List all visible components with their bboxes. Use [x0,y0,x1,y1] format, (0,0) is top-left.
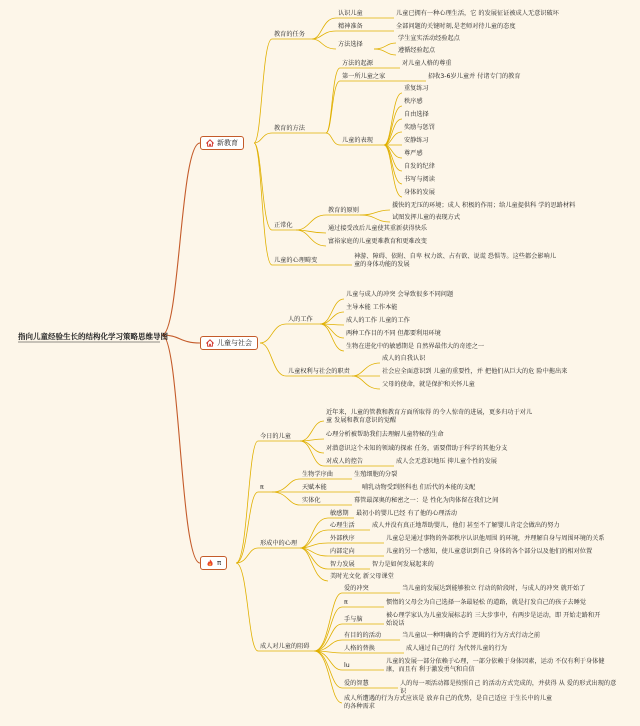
home-icon [206,139,214,147]
branch-label: π [217,559,222,567]
node: 儿童的发展一部分依赖于心理，一部分依赖于身体因素，运动 不仅有利于身体健康，而且有 利于激发勇气和自信 [386,658,605,673]
node: 父母的使命，就是保护和关怀儿童 [382,381,475,388]
node: 安静练习 [404,137,429,144]
node: 身体的发展 [404,189,435,196]
node: 人的每一项活动都是按照自己 的活动方式完成的，并获得 从 爱的形式出现的意识 [400,680,617,695]
node: 儿童的另一个感知，使儿童意识到自己 身体的各个部分以及他们的相对位置 [386,548,593,555]
node: 爱的智慧 [344,680,369,687]
node: 外部秩序 [330,535,355,542]
node: 天赋本能 [302,484,327,491]
node: 富裕家庭的儿童更难教育和更难改变 [328,238,427,245]
node: 美时光文化 新父母课堂 [330,573,394,580]
node: 第一所儿童之家 [342,73,386,80]
node: 学生宣实活动经验起点 [398,35,460,42]
node: 成人对儿童的阻碍 [260,643,310,650]
node: 成人通过自己的行 为代替儿童的行为 [406,645,507,652]
node: 教育的方法 [274,125,305,132]
branch-label: 新教育 [217,139,238,147]
node: 自由选择 [404,111,429,118]
node: 儿童已拥有一种心理生活，它 的发展征证被成人无意识破坏 [396,10,559,17]
node: 书写与阅读 [404,176,435,183]
node: 最初小的婴儿已经 有了他的心理活动 [356,510,457,517]
node: 敏感期 [330,510,349,517]
node: 儿童权利与社会的职责 [288,368,350,375]
node: 内部定向 [330,548,355,555]
flame-icon [206,559,214,567]
node: 哺乳动物受到胚科也 们后代的本能的支配 [362,484,476,491]
node: 生物学序曲 [302,471,333,478]
node: 正常化 [274,222,293,229]
node: 通过接受改后儿童使其重新获得快乐 [328,225,427,232]
node: 神游、障碍、依附、自卑 权力欲、占有欲、说谎 恐惧等。这些都会影响儿 童的身体功能的发展 [354,253,556,268]
node: 近年来，儿童的管教和教育方面所取得 的令人惊奇的进展，更多归功于对儿童 发展和教育意识的觉醒 [326,409,533,424]
node: 遵循经验起点 [398,47,436,54]
node: 全部问题的关键时刻,是老师对待儿童的态度 [396,23,516,30]
node: 心理生活 [330,522,355,529]
node: 认识儿童 [338,10,363,17]
node: 对成人的控告 [326,458,364,465]
branch-new-education[interactable] [200,136,244,150]
node: 社会应全面意识到 儿童的重要性，并 把他们从巨大的危 险中拖出来 [382,368,568,375]
node: 成人并没有真正地帮助婴儿，他们 甚至不了解婴儿肯定会做出的努力 [372,522,560,529]
node: 试图发挥儿童的表现方式 [392,214,461,221]
node: 成人的工作 儿童的工作 [346,317,410,324]
node: 形成中的心理 [260,540,298,547]
node: 人格的替换 [344,645,375,652]
node: 教育的原则 [328,207,359,214]
branch-child-society[interactable] [200,336,258,350]
node: 儿童的表现 [342,137,373,144]
node: 智力是如何发展起来的 [372,561,434,568]
node: 对儿童人格的尊重 [402,60,452,67]
node: 方法的起源 [342,60,373,67]
node: 当儿童的发展达到能够独立 行动的阶段时，与成人的冲突 就开始了 [402,585,586,592]
node: 心理分析被帮助我们去理解儿童特秘的生命 [326,431,444,438]
node: 奖励与惩罚 [404,124,435,131]
node: 成人所遭遇的行为方式应该是 放弃自己的优势，是自己适应 于生长中的儿童的各种需求 [344,695,553,710]
node: 爱的冲突 [344,585,369,592]
node: 自发的纪律 [404,163,435,170]
node: 智力发展 [330,561,355,568]
node: 幕管最深奥的秘密之一：是 性化为肉体留在我们之间 [354,497,499,504]
node: 成人的自我认识 [382,355,426,362]
node: 惯惰的父母会为自己选择一条最轻松 的道路，就是打发自己的孩子去睡觉 [386,599,586,606]
node: 成人会无意识地压 抑儿童个性的发展 [396,458,497,465]
node: 秩序感 [404,98,423,105]
node: 主导本能 工作本能 [346,304,398,311]
branch-label: 儿童与社会 [217,339,252,347]
node: lu [344,662,350,669]
node: 生殖细胞的分裂 [354,471,398,478]
node: 方法选择 [338,41,363,48]
node: 儿童与成人的冲突 会导致很多不同问题 [346,291,454,298]
node: 招收3-6岁儿童并 付诸专门的教育 [428,73,521,80]
node: 儿童总是通过事物的外部秩序认识他周围 的环境，并理解自身与周围环境的关系 [386,535,605,542]
node: 精神准备 [338,23,363,30]
node: π [344,599,348,606]
node: π [260,484,264,491]
node: 有目的的活动 [344,632,382,639]
node: 儿童的心理畸变 [274,257,318,264]
node: 今日的儿童 [260,433,291,440]
node: 生物在进化中的敏感期是 自然界最伟大的奇迹之一 [346,343,485,350]
node: 援快的无压的环境；成人 积极的作用；给儿童提供科 学的思路材料 [392,202,576,209]
node: 被心理学家认为儿童发展标志的 三大步事中，有两步是运动，即 开始走路和开始说话 [386,612,601,627]
node: 教育的任务 [274,31,305,38]
node: 人的工作 [288,316,313,323]
root-title: 指向儿童经验生长的结构化学习策略思维导图 [18,332,168,341]
node: 对潜意识这个未知的领域的探索 任务，需要借助于科学的其他分支 [326,445,508,452]
node: 当儿童以一种明确的合乎 逻辑的行为方式行动之前 [402,632,541,639]
node: 尊严感 [404,150,423,157]
branch-pi[interactable] [200,556,227,570]
node: 实体化 [302,497,321,504]
node: 重复练习 [404,85,429,92]
node: 手与脑 [344,616,363,623]
home-icon [206,339,214,347]
node: 两种工作目的不同 但都要利用环境 [346,330,441,337]
